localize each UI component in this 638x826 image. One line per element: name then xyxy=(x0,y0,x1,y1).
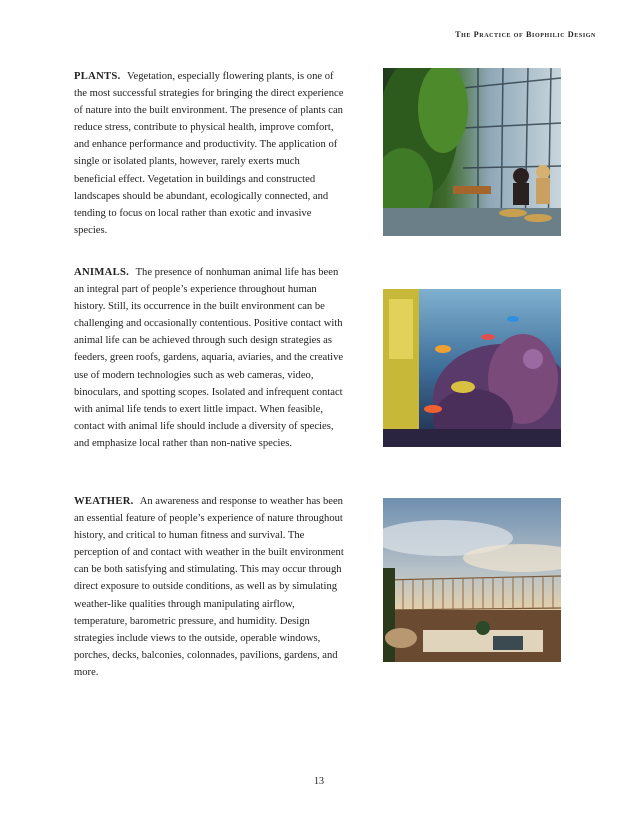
page-number: 13 xyxy=(314,776,324,787)
section-lead: WEATHER. xyxy=(74,496,134,507)
section-lead: PLANTS. xyxy=(74,71,121,82)
plants-photo xyxy=(383,68,561,236)
section-body: Vegetation, especially flowering plants, is one of the most successful strategies for bringing the direct experience of nature into the built environment. The presence of plants can reduce stress, contribute to physical health, improve comfort, and enhance performance and productivity. The application of single or isolated plants, however, rarely exerts much beneficial effect. Vegetation in buildings and constructed landscapes should be abundant, ecologically connected, and tending to focus on local rather than exotic and invasive species. xyxy=(74,71,344,236)
section-body: The presence of nonhuman animal life has been an integral part of people’s experience throughout human history. Still, its occurrence in the built environment can be challenging and occasionally contentious. Positive contact with animal life can be achieved through such design strategies as feeders, green roofs, gardens, aquaria, aviaries, and the creative use of modern technologies such as web cameras, video, binoculars, and spotting scopes. Isolated and infrequent contact with animal life tends to exert little impact. When feasible, contact with animal life should include a diversity of species, and emphasize local rather than non-native species. xyxy=(74,267,344,449)
section-lead: ANIMALS. xyxy=(74,267,130,278)
section-weather xyxy=(74,493,344,681)
section-body: An awareness and response to weather has been an essential feature of people’s experience of nature throughout history, and critical to human fitness and survival. The perception of and contact with weather in the built environment can be both satisfying and stimulating. This may occur through direct exposure to outside conditions, as well as by simulating weather-like qualities through manipulating airflow, temperature, barometric pressure, and humidity. Design strategies include views to the outside, operable windows, porches, decks, balconies, colonnades, pavilions, gardens, and more. xyxy=(74,496,344,678)
running-header: The Practice of Biophilic Design xyxy=(455,30,596,39)
section-plants xyxy=(74,68,344,239)
section-animals xyxy=(74,264,344,452)
aquarium-photo xyxy=(383,289,561,447)
weather-photo xyxy=(383,498,561,662)
